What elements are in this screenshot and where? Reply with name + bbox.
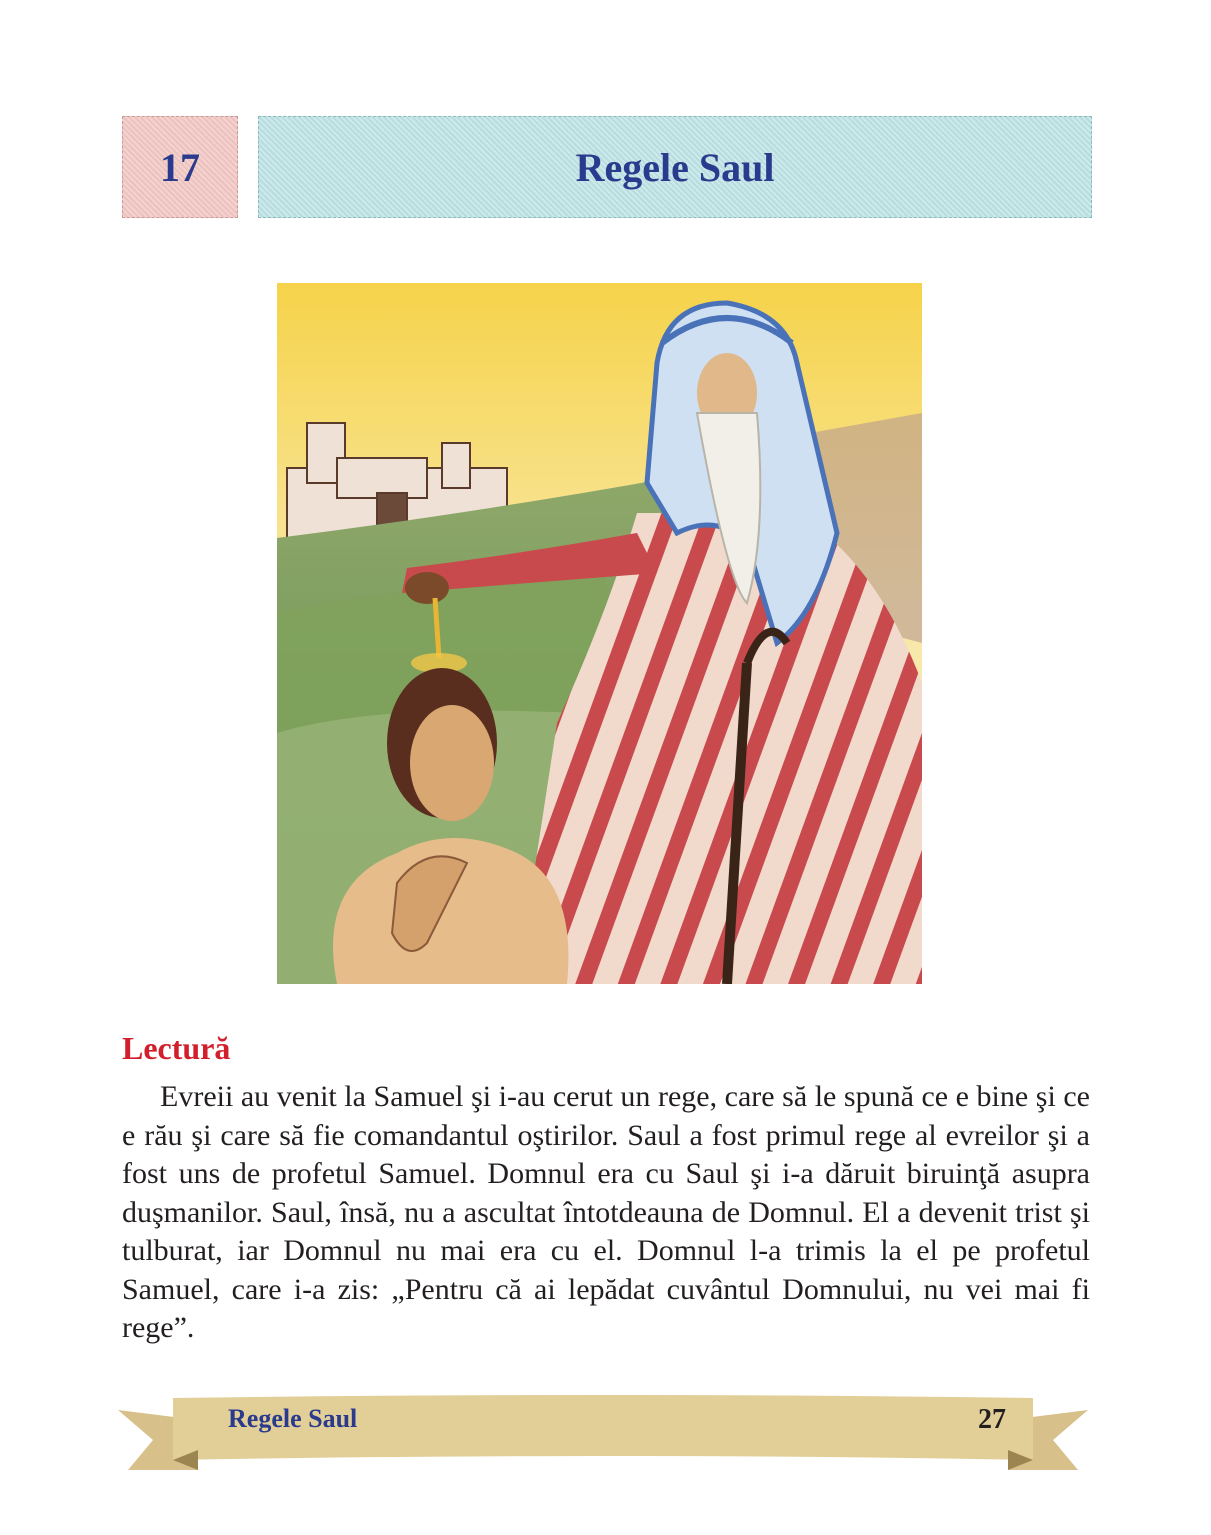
illustration-samuel-anoints-saul [277,283,922,984]
reading-paragraph: Evreii au venit la Samuel şi i-au cerut un rege, care să le spună ce e bine şi ce e rău şi care să fie comandantul oştirilor. Saul a fost primul rege al evreilor şi a fost uns de profetul Samuel. Domnul era cu Saul şi i-a dăruit biruinţă asupra duşmanilor. Saul, însă, nu a ascultat întotdeauna de Domnul. El a devenit trist şi tulburat, iar Domnul nu mai era cu el. Domnul l-a trimis la el pe profetul Samuel, care i-a zis: „Pentru că ai lepădat cuvântul Domnului, nu vei mai fi rege”. [122,1080,1090,1344]
lesson-title-box [258,116,1092,218]
lesson-title: Regele Saul [575,144,775,190]
page-number: 27 [978,1404,1006,1435]
lesson-number-box [122,116,238,218]
section-heading: Lectură [122,1030,231,1066]
footer-title: Regele Saul [228,1404,358,1433]
lesson-number: 17 [160,144,200,190]
illustration-art [277,283,922,984]
